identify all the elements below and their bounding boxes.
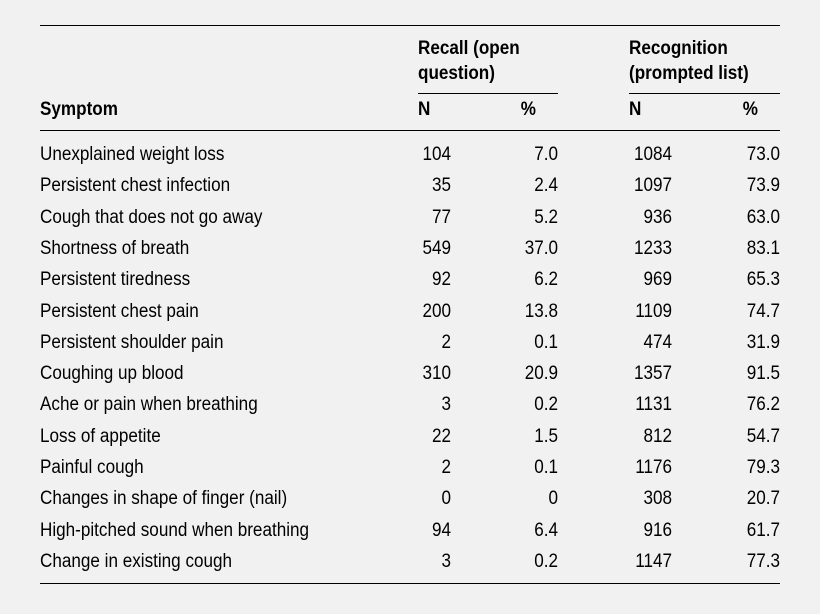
symptom-cell: Unexplained weight loss (40, 144, 225, 165)
recognition-pct-cell: 31.9 (746, 332, 780, 353)
recall-n-cell: 104 (422, 144, 451, 165)
symptom-cell: Cough that does not go away (40, 207, 263, 228)
recognition-pct-cell: 65.3 (746, 269, 780, 290)
recall-pct-cell: 0.1 (534, 457, 558, 478)
recall-n-cell: 310 (422, 363, 451, 384)
recall-header-line1: Recall (open (418, 38, 520, 59)
recall-n-cell: 2 (441, 332, 451, 353)
recall-pct-cell: 37.0 (524, 238, 558, 259)
recognition-n-cell: 1357 (633, 363, 672, 384)
recall-n-cell: 3 (441, 551, 451, 572)
recall-pct-cell: 0.1 (534, 332, 558, 353)
recall-pct-cell: 6.4 (534, 520, 558, 541)
recognition-n-cell: 916 (643, 520, 672, 541)
recall-n-header: N (418, 99, 431, 120)
bottom-rule (40, 583, 780, 584)
recall-n-cell: 22 (431, 426, 451, 447)
recognition-n-cell: 308 (643, 488, 672, 509)
recognition-pct-cell: 73.0 (746, 144, 780, 165)
recognition-pct-cell: 73.9 (746, 175, 780, 196)
recall-underline (418, 93, 558, 94)
recall-n-cell: 549 (422, 238, 451, 259)
recall-n-cell: 3 (441, 394, 451, 415)
symptom-cell: Ache or pain when breathing (40, 394, 258, 415)
symptom-cell: Changes in shape of finger (nail) (40, 488, 288, 509)
symptom-cell: Shortness of breath (40, 238, 190, 259)
recognition-pct-cell: 76.2 (746, 394, 780, 415)
symptom-cell: Persistent chest infection (40, 175, 231, 196)
recall-pct-cell: 7.0 (534, 144, 558, 165)
recognition-n-cell: 1233 (633, 238, 672, 259)
recall-pct-cell: 20.9 (524, 363, 558, 384)
recall-n-cell: 0 (441, 488, 451, 509)
recognition-n-cell: 474 (643, 332, 672, 353)
recall-pct-cell: 5.2 (534, 207, 558, 228)
recognition-pct-header: % (742, 99, 758, 120)
recall-n-cell: 94 (431, 520, 451, 541)
recall-header-line2: question) (418, 63, 495, 84)
recall-pct-cell: 6.2 (534, 269, 558, 290)
recall-pct-cell: 0 (548, 488, 558, 509)
recall-pct-cell: 0.2 (534, 551, 558, 572)
recognition-pct-cell: 20.7 (746, 488, 780, 509)
recall-pct-cell: 2.4 (534, 175, 558, 196)
recognition-n-cell: 969 (643, 269, 672, 290)
recall-n-cell: 77 (431, 207, 451, 228)
recognition-pct-cell: 74.7 (746, 301, 780, 322)
recognition-pct-cell: 61.7 (746, 520, 780, 541)
symptom-cell: Change in existing cough (40, 551, 233, 572)
recall-n-cell: 200 (422, 301, 451, 322)
recognition-n-cell: 1131 (635, 394, 672, 415)
symptom-cell: Loss of appetite (40, 426, 161, 447)
recall-n-cell: 35 (431, 175, 451, 196)
recognition-n-cell: 1097 (633, 175, 672, 196)
recognition-pct-cell: 63.0 (746, 207, 780, 228)
recall-pct-header: % (520, 99, 536, 120)
recognition-n-header: N (629, 99, 642, 120)
recognition-header-line2: (prompted list) (629, 63, 749, 84)
recall-n-cell: 2 (441, 457, 451, 478)
header-rule (40, 130, 780, 131)
recognition-n-cell: 1109 (635, 301, 672, 322)
recognition-pct-cell: 77.3 (746, 551, 780, 572)
recall-n-cell: 92 (431, 269, 451, 290)
recognition-pct-cell: 83.1 (746, 238, 780, 259)
symptom-cell: Persistent shoulder pain (40, 332, 224, 353)
recall-pct-cell: 13.8 (524, 301, 558, 322)
recognition-n-cell: 936 (643, 207, 672, 228)
recognition-pct-cell: 54.7 (746, 426, 780, 447)
symptom-column-header: Symptom (40, 99, 118, 120)
recognition-header-line1: Recognition (629, 38, 728, 59)
symptom-cell: Persistent chest pain (40, 301, 199, 322)
recall-pct-cell: 1.5 (534, 426, 558, 447)
recognition-n-cell: 1084 (633, 144, 672, 165)
symptom-cell: Painful cough (40, 457, 144, 478)
recognition-pct-cell: 79.3 (746, 457, 780, 478)
recognition-pct-cell: 91.5 (746, 363, 780, 384)
symptom-cell: Persistent tiredness (40, 269, 191, 290)
symptom-cell: Coughing up blood (40, 363, 184, 384)
recognition-n-cell: 1147 (635, 551, 672, 572)
recognition-n-cell: 812 (643, 426, 672, 447)
recognition-underline (629, 93, 780, 94)
recognition-n-cell: 1176 (635, 457, 672, 478)
symptom-cell: High-pitched sound when breathing (40, 520, 310, 541)
top-rule (40, 25, 780, 26)
recall-pct-cell: 0.2 (534, 394, 558, 415)
